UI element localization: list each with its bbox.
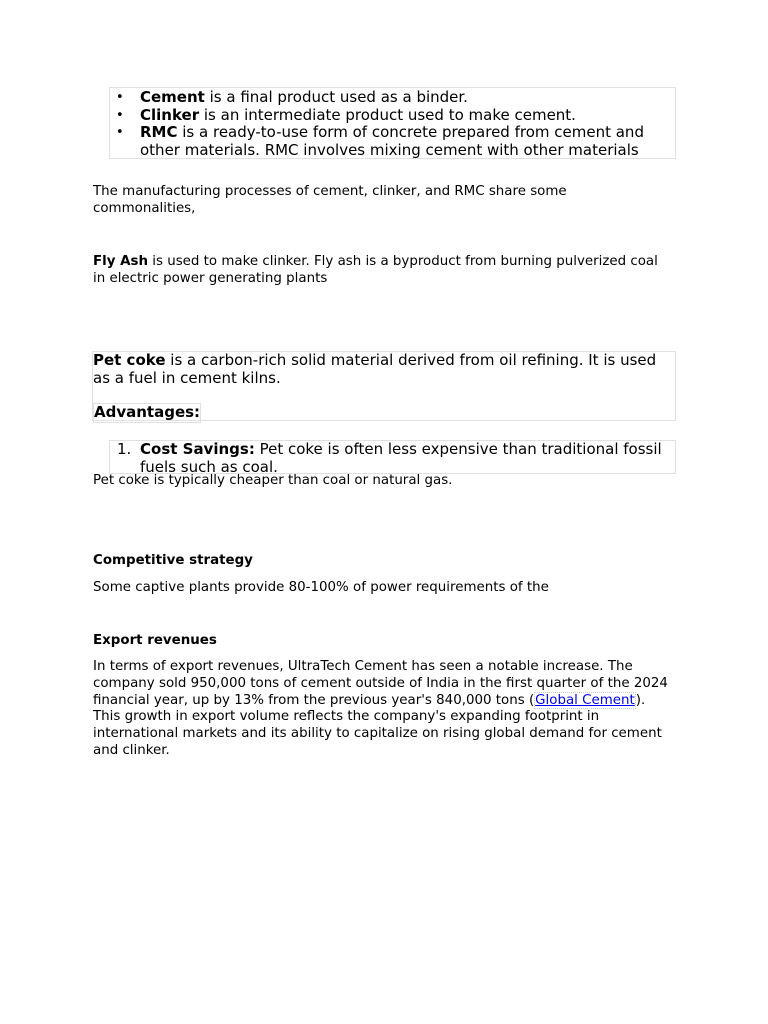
list-item [140,124,675,159]
competitive-strategy-paragraph: Some captive plants provide 80-100% of power requirements of the [93,580,549,595]
advantages-label: Advantages: [94,403,201,421]
term-cost-savings: Cost Savings: [140,440,255,458]
export-revenues-paragraph [93,659,673,760]
products-list [110,88,675,159]
pet-coke-text: is a carbon-rich solid material derived from oil refining. It is used as a fuel in cement kilns. [93,351,657,387]
commonalities-paragraph: The manufacturing processes of cement, clinker, and RMC share some commonalities, [93,184,567,216]
export-text-after: ). This growth in export volume reflects the company's expanding footprint in international markets and its ability to capitalize on rising global demand for cement and clinker. [93,692,662,758]
term-pet-coke: Pet coke [93,351,166,369]
list-item-text: is an intermediate product used to make cement. [199,105,576,124]
advantages-list-box [109,440,676,474]
list-item-text: is a final product used as a binder. [204,88,468,106]
advantages-list [110,441,675,476]
fly-ash-paragraph [93,254,673,288]
term-fly-ash: Fly Ash [93,254,148,269]
list-item [140,89,675,107]
term-rmc: RMC [140,123,178,141]
global-cement-link[interactable]: Global Cement [535,692,635,708]
list-item [117,440,675,476]
export-text-before: In terms of export revenues, UltraTech Cement has seen a notable increase. The company sold 950,000 tons of cement outside of India in the first quarter of the 2024 financial year, up by 13% from the previous year's 840,000 tons ( [93,659,668,708]
pet-coke-box [92,351,676,421]
advantages-heading [93,403,201,423]
list-item-text: Pet coke is often less expensive than traditional fossil fuels such as coal. [140,440,662,476]
pet-coke-paragraph [93,352,668,387]
products-list-box [109,87,676,159]
list-number: 1. [117,440,132,458]
term-clinker: Clinker [140,105,200,124]
fly-ash-text: is used to make clinker. Fly ash is a byproduct from burning pulverized coal in electric power generating plants [93,254,658,286]
competitive-strategy-heading: Competitive strategy [93,553,253,568]
pet-coke-cheaper-paragraph: Pet coke is typically cheaper than coal or natural gas. [93,473,453,488]
export-revenues-heading: Export revenues [93,633,217,648]
term-cement: Cement [140,88,205,106]
list-item [140,107,675,125]
list-item-text: is a ready-to-use form of concrete prepared from cement and other materials. RMC involves mixing cement with other materials [140,123,644,159]
